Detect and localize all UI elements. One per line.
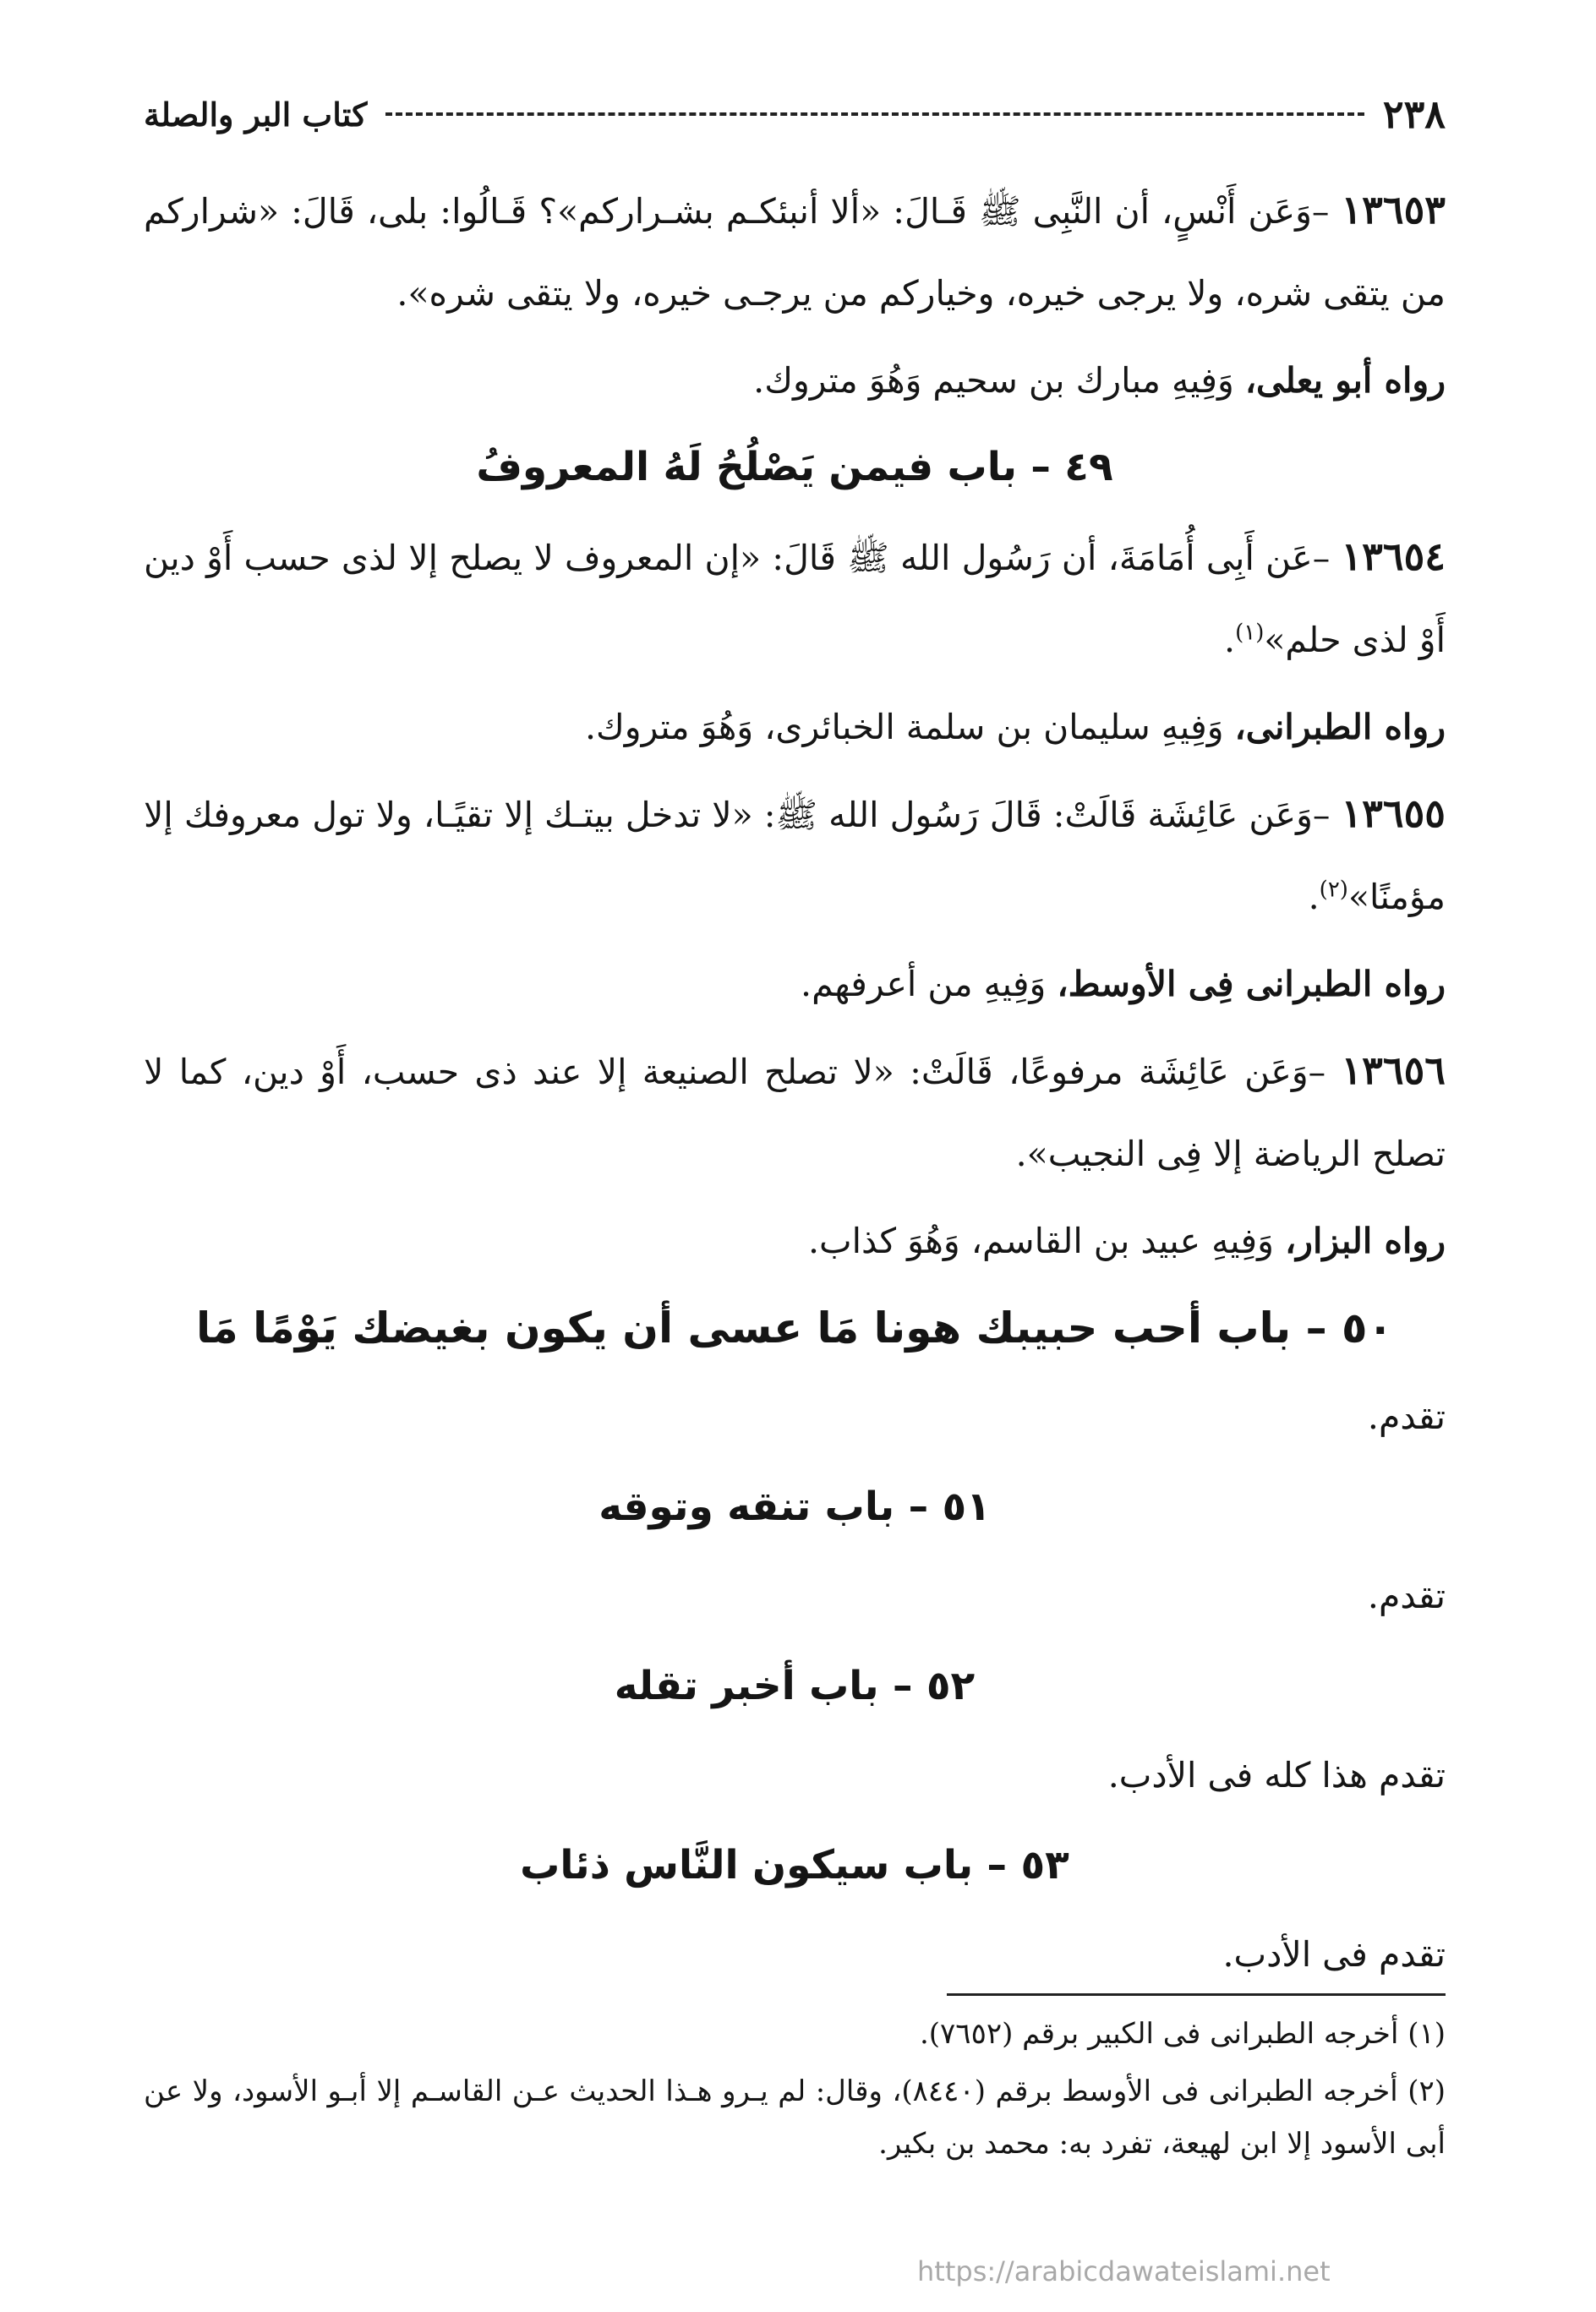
page-number: ٢٣٨: [1382, 91, 1446, 137]
source-lead: رواه الطبرانى،: [1234, 707, 1446, 747]
hadith-number: ١٣٦٥٣: [1341, 187, 1446, 232]
source-text: وَفِيهِ من أعرفهم.: [801, 964, 1058, 1004]
hadith-text: –وَعَن عَائِشَة قَالَتْ: قَالَ رَسُول الله ﷺ: «لا تدخل بيتـك إلا تقيًـا، ولا تول معروفك إلا مؤمنًا»: [144, 795, 1446, 917]
source-text: وَفِيهِ سليمان بن سلمة الخبائرى، وَهُوَ متروك.: [584, 707, 1235, 747]
book-page: [144, 85, 1446, 2282]
running-header: [144, 85, 1446, 144]
hadith-number: ١٣٦٥٥: [1341, 790, 1446, 836]
source-13654: [144, 690, 1446, 764]
footnote-ref-2: (٢): [1319, 877, 1348, 903]
watermark-url: https://arabicdawateislami.net: [917, 2255, 1331, 2287]
hadith-number: ١٣٦٥٦: [1341, 1047, 1446, 1093]
footnote-2: (٢) أخرجه الطبرانى فى الأوسط برقم (٨٤٤٠)، وقال: لم يـرو هـذا الحديث عـن القاسـم إلا أبـو الأسود، ولا عن أبى الأسود إلا ابن لهيعة، تفرد به: محمد بن بكير.: [144, 2074, 1446, 2161]
source-13656: [144, 1204, 1446, 1278]
chapter-heading-50: ٥٠ – باب أحب حبيبك هونا مَا عسى أن يكون بغيضك يَوْمًا مَا: [195, 1304, 1394, 1353]
hadith-text: –عَن أَبِى أُمَامَةَ، أن رَسُول الله ﷺ قَالَ: «إن المعروف لا يصلح إلا لذى حسب أَوْ دين أَوْ لذى حلم»: [144, 538, 1446, 660]
footnote-1: (١) أخرجه الطبرانى فى الكبير برقم (٧٦٥٢).: [919, 2017, 1446, 2051]
hadith-13655: [144, 773, 1446, 938]
footnotes: [144, 2008, 1446, 2175]
chapter-note-53: تقدم فى الأدب.: [1222, 1934, 1446, 1975]
chapter-heading-53: ٥٣ – باب سيكون النَّاس ذئاب: [520, 1842, 1069, 1888]
hadith-end: .: [1224, 620, 1236, 660]
hadith-13653: [144, 169, 1446, 335]
book-title: كتاب البر والصلة: [144, 95, 368, 134]
source-13655: [144, 947, 1446, 1021]
chapter-note-50: تقدم.: [1367, 1396, 1446, 1437]
chapter-note-52: تقدم هذا كله فى الأدب.: [1107, 1755, 1446, 1795]
chapter-heading-51: ٥١ – باب تنقه وتوقه: [598, 1484, 991, 1530]
hadith-text: –وَعَن عَائِشَة مرفوعًا، قَالَتْ: «لا تصلح الصنيعة إلا عند ذى حسب، أَوْ دين، كما لا تصلح الرياضة إلا فِى النجيب».: [144, 1052, 1446, 1174]
source-13653: [144, 343, 1446, 418]
hadith-end: .: [1308, 877, 1320, 917]
hadith-number: ١٣٦٥٤: [1341, 533, 1446, 579]
hadith-text: –وَعَن أَنْسٍ، أن النَّبِى ﷺ قَـالَ: «ألا أنبئكـم بشـراركم»؟ قَـالُوا: بلى، قَالَ: «شراركم من يتقى شره، ولا يرجى خيره، وخياركم من يرجـى خيره، ولا يتقى شره».: [144, 191, 1446, 314]
chapter-heading-52: ٥٢ – باب أخبر تقله: [614, 1663, 976, 1709]
source-text: وَفِيهِ مبارك بن سحيم وَهُوَ متروك.: [753, 360, 1245, 401]
header-dashed-rule: [385, 112, 1364, 116]
footnote-separator: [947, 1993, 1446, 1996]
page-body: [144, 169, 1446, 2003]
chapter-heading-49: ٤٩ – باب فيمن يَصْلُحُ لَهُ المعروفُ: [476, 444, 1113, 490]
chapter-note-51: تقدم.: [1367, 1576, 1446, 1616]
source-text: وَفِيهِ عبيد بن القاسم، وَهُوَ كذاب.: [808, 1221, 1285, 1261]
hadith-13654: [144, 516, 1446, 681]
footnote-ref-1: (١): [1235, 620, 1265, 646]
hadith-13656: [144, 1030, 1446, 1195]
source-lead: رواه أبو يعلى،: [1244, 360, 1446, 401]
source-lead: رواه البزار،: [1284, 1221, 1446, 1261]
source-lead: رواه الطبرانى فِى الأوسط،: [1057, 964, 1446, 1004]
